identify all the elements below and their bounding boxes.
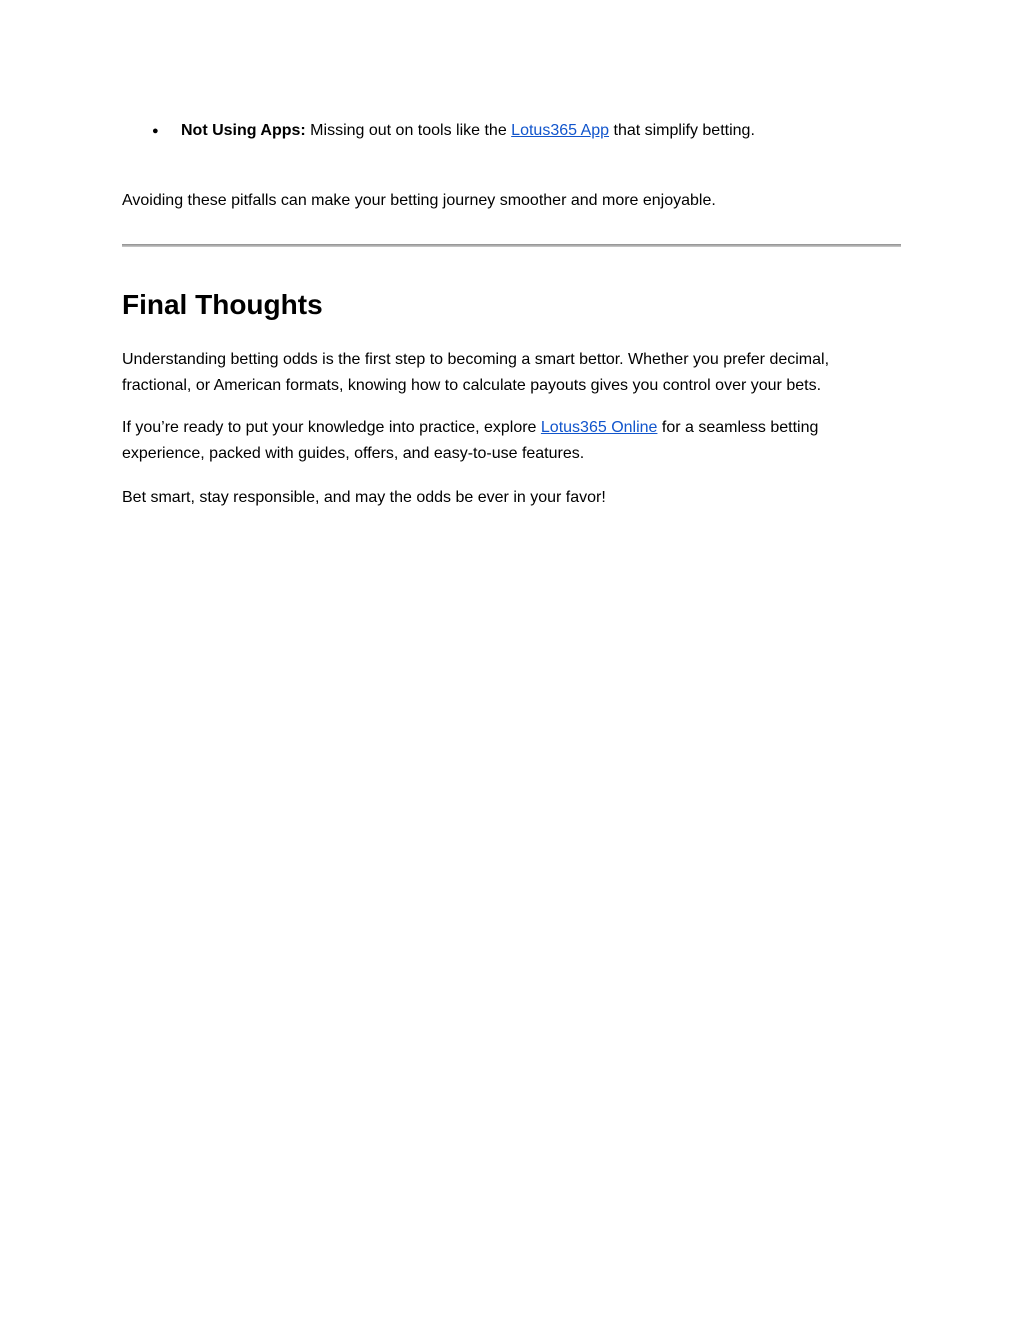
lotus365-online-link[interactable]: Lotus365 Online (540, 419, 658, 436)
horizontal-divider (122, 244, 901, 247)
paragraph-closing: Bet smart, stay responsible, and may the odds be ever in your favor! (122, 489, 606, 506)
practice-text-after-link: for a seamless betting experience, packed with guides, offers, and easy-to-use features. (122, 419, 819, 462)
paragraph-practice (122, 415, 901, 467)
lotus365-app-link[interactable]: Lotus365 App (511, 122, 610, 139)
list-item-bold-label: Not Using Apps: (181, 122, 306, 139)
list-item-text-before-link: Missing out on tools like the (305, 122, 512, 139)
list-item-not-using-apps (122, 118, 901, 144)
bullet-icon: ● (152, 125, 159, 137)
final-thoughts-heading: Final Thoughts (122, 289, 323, 320)
paragraph-avoiding-pitfalls: Avoiding these pitfalls can make your betting journey smoother and more enjoyable. (122, 192, 716, 209)
paragraph-understanding-odds: Understanding betting odds is the first step to becoming a smart bettor. Whether you prefer decimal, fractional, or American formats, knowing how to calculate payouts gives you control over your bets. (122, 351, 830, 394)
practice-text-before-link: If you’re ready to put your knowledge into practice, explore (122, 419, 541, 436)
list-item-text-after-link: that simplify betting. (609, 122, 755, 139)
